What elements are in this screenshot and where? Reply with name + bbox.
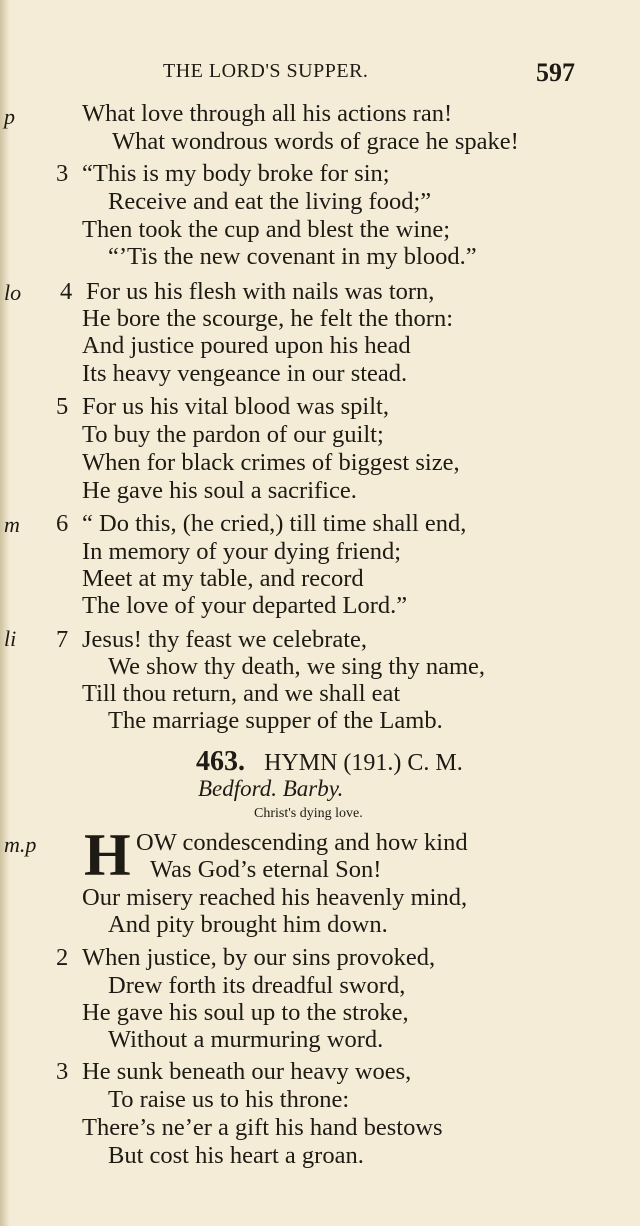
verse-number: 6 <box>56 510 69 537</box>
hymn-line: Its heavy vengeance in our stead. <box>82 360 408 387</box>
hymn-line: Meet at my table, and record <box>82 565 364 592</box>
hymn-line: He sunk beneath our heavy woes, <box>82 1058 412 1085</box>
hymn-line: What wondrous words of grace he spake! <box>112 128 519 155</box>
hymn-line: Drew forth its dreadful sword, <box>108 972 406 999</box>
hymn-line: “’Tis the new covenant in my blood.” <box>108 243 477 270</box>
hymn-line: He bore the scourge, he felt the thorn: <box>82 305 454 332</box>
hymn-line: To buy the pardon of our guilt; <box>82 421 384 448</box>
hymn-line: Receive and eat the living food;” <box>108 188 432 215</box>
hymn-line: Without a murmuring word. <box>108 1026 384 1053</box>
verse-number: 4 <box>60 278 73 305</box>
hymn-line: Our misery reached his heavenly mind, <box>82 884 468 911</box>
hymn-line: OW condescending and how kind <box>136 829 468 856</box>
verse-number: 3 <box>56 160 69 187</box>
verse-number: 7 <box>56 626 69 653</box>
margin-mark: p <box>4 104 15 129</box>
hymn-line: The love of your departed Lord.” <box>82 592 408 619</box>
hymn-line: Till thou return, and we shall eat <box>82 680 401 707</box>
verse-number: 5 <box>56 393 69 420</box>
hymn-line: He gave his soul a sacrifice. <box>82 477 357 504</box>
hymn-line: We show thy death, we sing thy name, <box>108 653 486 680</box>
hymn-line: And justice poured upon his head <box>82 332 411 359</box>
hymn-line: The marriage supper of the Lamb. <box>108 707 443 734</box>
hymn-line: For us his vital blood was spilt, <box>82 393 389 420</box>
hymn-number: 463. <box>196 746 245 777</box>
hymn-line: For us his flesh with nails was torn, <box>86 278 435 305</box>
hymn-line: Was God’s eternal Son! <box>150 856 382 883</box>
page-header <box>0 58 640 88</box>
hymn-line: Jesus! thy feast we celebrate, <box>82 626 368 653</box>
hymn-line: When justice, by our sins provoked, <box>82 944 436 971</box>
margin-mark: m <box>4 512 20 537</box>
margin-mark: li <box>4 626 17 651</box>
hymn-line: When for black crimes of biggest size, <box>82 449 460 476</box>
hymn-line: Then took the cup and blest the wine; <box>82 216 451 243</box>
hymn-line: In memory of your dying friend; <box>82 538 402 565</box>
hymn-line: “ Do this, (he cried,) till time shall end, <box>82 510 467 537</box>
hymn-line: There’s ne’er a gift his hand bestows <box>82 1114 443 1141</box>
hymn-subject: Christ's dying love. <box>254 806 363 821</box>
hymn-heading <box>196 746 463 778</box>
margin-mark: lo <box>4 280 22 305</box>
running-title: THE LORD'S SUPPER. <box>163 60 369 82</box>
hymn-line: “This is my body broke for sin; <box>82 160 390 187</box>
margin-mark: m.p <box>4 832 37 857</box>
hymn-title: HYMN (191.) C. M. <box>264 750 463 776</box>
hymn-line: To raise us to his throne: <box>108 1086 350 1113</box>
page-number: 597 <box>536 58 575 87</box>
drop-cap: H <box>84 822 131 888</box>
hymn-line: He gave his soul up to the stroke, <box>82 999 409 1026</box>
verse-number: 2 <box>56 944 69 971</box>
page-gutter <box>0 0 10 1226</box>
hymn-line: And pity brought him down. <box>108 911 388 938</box>
hymn-line: What love through all his actions ran! <box>82 100 453 127</box>
hymn-line: But cost his heart a groan. <box>108 1142 364 1169</box>
tune-names: Bedford. Barby. <box>198 776 344 801</box>
verse-number: 3 <box>56 1058 69 1085</box>
